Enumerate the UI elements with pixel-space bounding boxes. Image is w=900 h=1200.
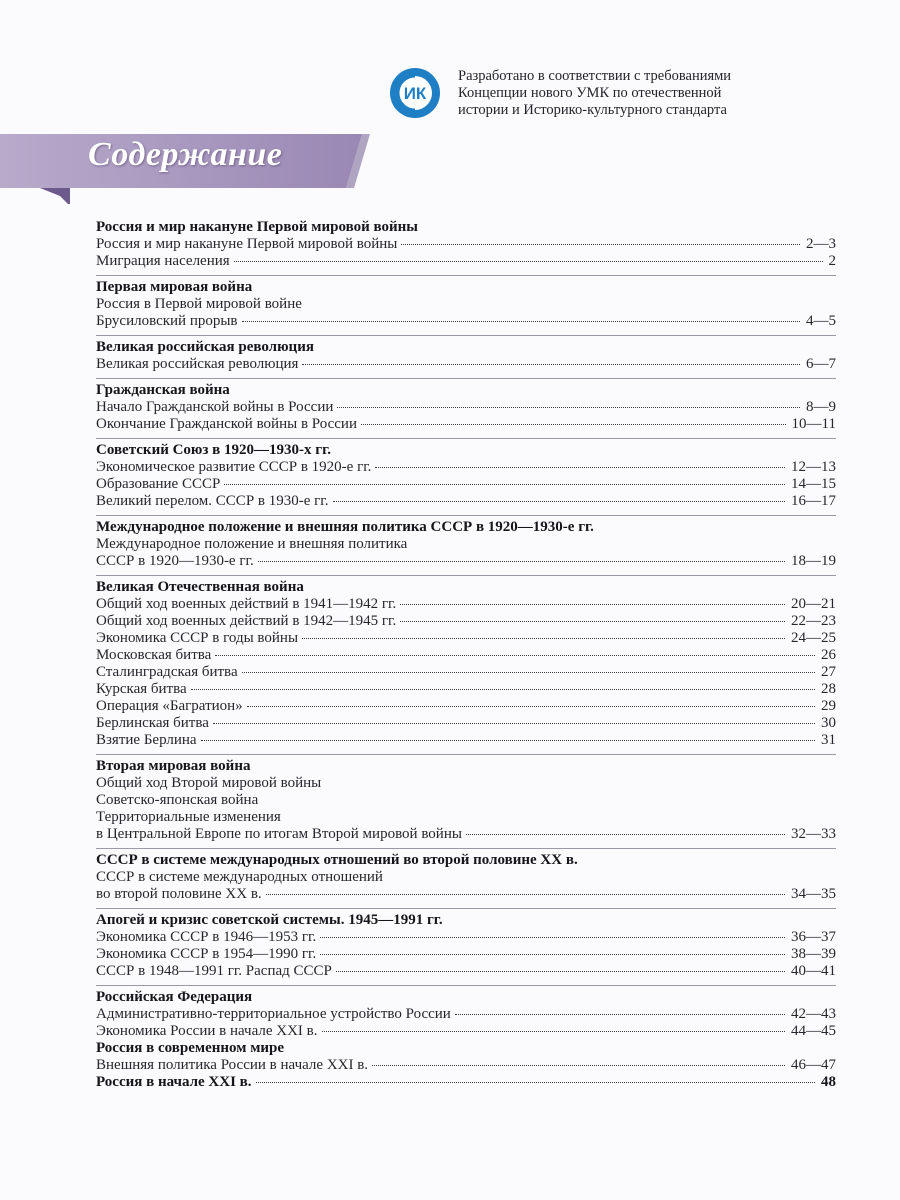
dot-leader xyxy=(302,363,800,365)
dot-leader xyxy=(400,603,785,605)
toc-entry[interactable] xyxy=(96,553,836,570)
toc-entry[interactable] xyxy=(96,356,836,373)
toc-section xyxy=(96,515,836,570)
toc-entry-pages: 40—41 xyxy=(791,963,836,979)
toc-entry-pages: 20—21 xyxy=(791,596,836,612)
dot-leader xyxy=(322,1030,785,1032)
toc-entry[interactable] xyxy=(96,886,836,903)
dot-leader xyxy=(320,953,785,955)
dot-leader xyxy=(213,722,815,724)
toc-entry-pages: 46—47 xyxy=(791,1057,836,1073)
toc-entry-pages: 14—15 xyxy=(791,476,836,492)
toc-entry[interactable] xyxy=(96,253,836,270)
toc-entry-pages: 48 xyxy=(821,1074,836,1090)
dot-leader xyxy=(375,466,785,468)
standard-note-line: Разработано в соответствии с требованиями xyxy=(458,68,732,84)
toc-entry[interactable] xyxy=(96,313,836,330)
toc-section-title[interactable]: Советский Союз в 1920—1930-х гг. xyxy=(96,442,331,458)
toc-section-title[interactable]: Российская Федерация xyxy=(96,989,253,1005)
toc-entry[interactable] xyxy=(96,929,836,946)
toc-entry-label: Сталинградская битва xyxy=(96,664,238,680)
dot-leader xyxy=(466,833,785,835)
toc-entry-pages: 34—35 xyxy=(791,886,836,902)
dot-leader xyxy=(336,970,785,972)
toc-entry-label: Начало Гражданской войны в России xyxy=(96,399,334,415)
toc-entry-pages: 27 xyxy=(821,664,836,680)
toc-subsection-title[interactable]: Россия в современном мире xyxy=(96,1040,285,1056)
toc-entry-label: СССР в 1948—1991 гг. Распад СССР xyxy=(96,963,332,979)
toc-section xyxy=(96,908,836,980)
dot-leader xyxy=(306,304,830,305)
toc-entry[interactable] xyxy=(96,493,836,510)
toc-section xyxy=(96,985,836,1091)
dot-leader xyxy=(401,243,800,245)
toc-entry-pages: 38—39 xyxy=(791,946,836,962)
toc-entry[interactable] xyxy=(96,732,836,749)
dot-leader xyxy=(411,544,830,545)
toc-entry[interactable] xyxy=(96,809,836,826)
toc-entry-label: СССР в системе международных отношений xyxy=(96,869,383,885)
toc-section-title[interactable]: СССР в системе международных отношений во второй половине XX в. xyxy=(96,852,578,868)
toc-entry-pages: 32—33 xyxy=(791,826,836,842)
toc-section xyxy=(96,275,836,330)
toc-entry[interactable] xyxy=(96,1006,836,1023)
toc-entry-pages: 36—37 xyxy=(791,929,836,945)
toc-entry-pages: 24—25 xyxy=(791,630,836,646)
toc-section-title[interactable]: Международное положение и внешняя политика СССР в 1920—1930-е гг. xyxy=(96,519,594,535)
toc-section-title[interactable]: Апогей и кризис советской системы. 1945—1991 гг. xyxy=(96,912,443,928)
toc-entry-pages: 10—11 xyxy=(791,416,836,432)
toc-entry[interactable] xyxy=(96,613,836,630)
publisher-logo-icon xyxy=(388,66,442,120)
toc-entry-label: Взятие Берлина xyxy=(96,732,197,748)
dot-leader xyxy=(234,260,823,262)
dot-leader xyxy=(361,423,786,425)
toc-entry-pages: 6—7 xyxy=(806,356,836,372)
toc-entry-label: Территориальные изменения xyxy=(96,809,281,825)
toc-entry[interactable] xyxy=(96,826,836,843)
toc-entry[interactable] xyxy=(96,296,836,313)
logo-text: ИК xyxy=(403,84,427,103)
toc-entry-label: Административно-территориальное устройство России xyxy=(96,1006,451,1022)
toc-entry-label: Брусиловский прорыв xyxy=(96,313,238,329)
toc-entry[interactable] xyxy=(96,416,836,433)
dot-leader xyxy=(201,739,815,741)
toc-entry-pages: 30 xyxy=(821,715,836,731)
toc-entry-label: Окончание Гражданской войны в России xyxy=(96,416,357,432)
page-title: Содержание xyxy=(88,136,283,173)
toc-entry-pages: 8—9 xyxy=(806,399,836,415)
toc-entry-pages: 22—23 xyxy=(791,613,836,629)
toc-entry[interactable] xyxy=(96,399,836,416)
toc-entry-label: Россия в начале XXI в. xyxy=(96,1074,252,1090)
toc-entry-pages: 2 xyxy=(828,253,836,269)
toc-entry-label: Курская битва xyxy=(96,681,187,697)
dot-leader xyxy=(266,893,785,895)
toc-entry-label: Экономика СССР в годы войны xyxy=(96,630,299,646)
toc-entry[interactable] xyxy=(96,1023,836,1040)
toc-entry[interactable] xyxy=(96,236,836,253)
toc-entry-pages: 42—43 xyxy=(791,1006,836,1022)
toc-entry-label: Международное положение и внешняя политика xyxy=(96,536,408,552)
table-of-contents xyxy=(96,219,836,1096)
toc-entry[interactable] xyxy=(96,681,836,698)
toc-entry-label: Великий перелом. СССР в 1930-е гг. xyxy=(96,493,329,509)
toc-entry[interactable] xyxy=(96,775,836,792)
toc-entry-pages: 44—45 xyxy=(791,1023,836,1039)
toc-entry-pages: 31 xyxy=(821,732,836,748)
toc-entry-pages: 28 xyxy=(821,681,836,697)
toc-entry-pages: 26 xyxy=(821,647,836,663)
toc-entry[interactable] xyxy=(96,596,836,613)
toc-section-title[interactable]: Россия и мир накануне Первой мировой войны xyxy=(96,219,418,235)
toc-entry[interactable] xyxy=(96,536,836,553)
toc-section xyxy=(96,219,836,270)
toc-entry-label: Советско-японская война xyxy=(96,792,259,808)
dot-leader xyxy=(400,620,785,622)
toc-entry-label: Московская битва xyxy=(96,647,212,663)
toc-entry-label: Операция «Багратион» xyxy=(96,698,243,714)
toc-entry-pages: 4—5 xyxy=(806,313,836,329)
toc-entry-label: Экономика СССР в 1946—1953 гг. xyxy=(96,929,317,945)
standard-note-line: истории и Историко-культурного стандарта xyxy=(458,102,727,118)
standard-note xyxy=(458,68,731,119)
dot-leader xyxy=(333,500,785,502)
toc-entry[interactable] xyxy=(96,715,836,732)
toc-entry[interactable] xyxy=(96,963,836,980)
toc-section xyxy=(96,848,836,903)
toc-entry[interactable] xyxy=(96,792,836,809)
toc-entry[interactable] xyxy=(96,664,836,681)
toc-entry-pages: 12—13 xyxy=(791,459,836,475)
toc-entry[interactable] xyxy=(96,1074,836,1091)
toc-entry-label: Экономическое развитие СССР в 1920-е гг. xyxy=(96,459,372,475)
toc-section xyxy=(96,575,836,749)
dot-leader xyxy=(302,637,785,639)
toc-section-title[interactable]: Великая Отечественная война xyxy=(96,579,304,595)
toc-entry[interactable] xyxy=(96,647,836,664)
toc-entry[interactable] xyxy=(96,1057,836,1074)
toc-entry-label: во второй половине XX в. xyxy=(96,886,262,902)
toc-entry-label: в Центральной Европе по итогам Второй мировой войны xyxy=(96,826,462,842)
toc-entry[interactable] xyxy=(96,698,836,715)
toc-section-title[interactable]: Вторая мировая война xyxy=(96,758,251,774)
toc-entry[interactable] xyxy=(96,476,836,493)
dot-leader xyxy=(337,406,800,408)
dot-leader xyxy=(325,783,830,784)
toc-entry-label: Россия и мир накануне Первой мировой войны xyxy=(96,236,398,252)
dot-leader xyxy=(242,671,815,673)
dot-leader xyxy=(258,560,785,562)
toc-entry-label: Берлинская битва xyxy=(96,715,209,731)
dot-leader xyxy=(262,800,830,801)
toc-entry-pages: 16—17 xyxy=(791,493,836,509)
toc-section-title[interactable]: Гражданская война xyxy=(96,382,230,398)
toc-entry[interactable] xyxy=(96,630,836,647)
toc-entry-label: Общий ход военных действий в 1942—1945 гг. xyxy=(96,613,397,629)
toc-entry-label: Россия в Первой мировой войне xyxy=(96,296,302,312)
toc-entry[interactable] xyxy=(96,459,836,476)
toc-section xyxy=(96,378,836,433)
dot-leader xyxy=(242,320,800,322)
toc-entry-pages: 18—19 xyxy=(791,553,836,569)
toc-entry[interactable] xyxy=(96,869,836,886)
dot-leader xyxy=(372,1064,785,1066)
toc-entry-label: Общий ход военных действий в 1941—1942 гг. xyxy=(96,596,397,612)
dot-leader xyxy=(247,705,815,707)
toc-entry-label: Великая российская революция xyxy=(96,356,299,372)
toc-section xyxy=(96,335,836,373)
toc-entry-pages: 29 xyxy=(821,698,836,714)
toc-entry-label: Внешняя политика России в начале XXI в. xyxy=(96,1057,369,1073)
toc-entry-label: Образование СССР xyxy=(96,476,221,492)
toc-entry-label: СССР в 1920—1930-е гг. xyxy=(96,553,254,569)
standard-note-line: Концепции нового УМК по отечественной xyxy=(458,85,722,101)
toc-section-title[interactable]: Великая российская революция xyxy=(96,339,314,355)
toc-section-title[interactable]: Первая мировая война xyxy=(96,279,253,295)
dot-leader xyxy=(224,483,785,485)
dot-leader xyxy=(387,877,830,878)
toc-entry-label: Экономика СССР в 1954—1990 гг. xyxy=(96,946,317,962)
toc-entry-label: Миграция населения xyxy=(96,253,230,269)
toc-entry-label: Общий ход Второй мировой войны xyxy=(96,775,322,791)
dot-leader xyxy=(256,1081,815,1083)
toc-section xyxy=(96,438,836,510)
header xyxy=(388,66,858,122)
dot-leader xyxy=(285,817,830,818)
dot-leader xyxy=(191,688,815,690)
toc-entry-label: Экономика России в начале XXI в. xyxy=(96,1023,318,1039)
toc-entry[interactable] xyxy=(96,946,836,963)
dot-leader xyxy=(455,1013,785,1015)
toc-entry-pages: 2—3 xyxy=(806,236,836,252)
toc-section xyxy=(96,754,836,843)
dot-leader xyxy=(215,654,815,656)
dot-leader xyxy=(320,936,785,938)
